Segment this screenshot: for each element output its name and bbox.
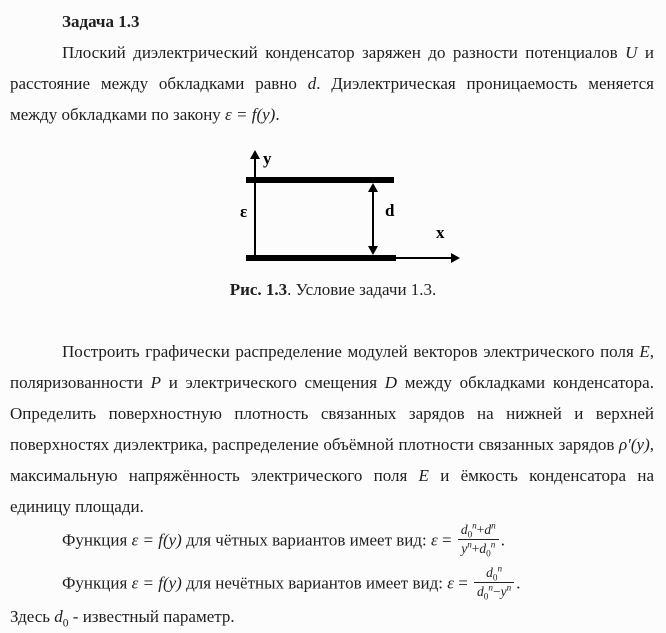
paragraph-problem-statement: Плоский диэлектрический конденсатор заряжен до разности потенциалов U и расстояние между обкладками равно d. Диэлектрическая проницаемость меняется между обкладками по закону ε = f(y).	[10, 43, 654, 124]
formula-odd-variants	[10, 563, 654, 602]
figure-caption-number: Рис. 1.3	[229, 280, 288, 299]
x-axis-arrowhead-icon	[451, 253, 460, 263]
fraction-numerator: $d_0^n$	[486, 563, 503, 583]
formula-even-period: .	[500, 530, 505, 550]
x-axis-line	[396, 257, 451, 259]
problem-title: Задача 1.3	[62, 12, 140, 31]
formula-odd-period: .	[516, 573, 521, 593]
formula-even-variants	[10, 520, 654, 559]
fraction-numerator: $d_0^n+d^n$	[460, 520, 496, 540]
distance-label: d	[385, 201, 395, 220]
y-axis-label: y	[263, 149, 272, 168]
capacitor-figure	[0, 146, 666, 276]
formula-odd-fraction	[474, 565, 514, 600]
permittivity-label: ε	[240, 202, 248, 221]
fraction-denominator: $d_0^n-y^n$	[474, 582, 514, 600]
bottom-plate	[246, 255, 396, 261]
note-known-parameter: Здесь $d_0$ - известный параметр.	[10, 607, 235, 630]
y-axis-line	[254, 158, 256, 261]
fraction-denominator: $y^n+d_0^n$	[458, 539, 499, 557]
distance-arrow-line	[372, 190, 374, 248]
distance-arrow-down-icon	[368, 246, 378, 255]
formula-even-intro: Функция ε = f(y) для чётных вариантов имеет вид: ε =	[62, 530, 456, 550]
paragraph-task: Построить графически распределение модулей векторов электрического поля E, поляризованности P и электрического смещения D между обкладками конденсатора. Определить поверхностную плотность связанных зарядов на нижней и верхней поверхностях диэлектрика, распределение объёмной плотности связанных зарядов ρ′(y), максимальную напряжённость электрического поля E и ёмкость конденсатора на единицу площади.	[10, 342, 654, 516]
figure-caption	[0, 279, 666, 300]
formula-even-fraction	[458, 522, 499, 557]
formula-odd-intro: Функция ε = f(y) для нечётных вариантов имеет вид: ε =	[62, 573, 473, 593]
x-axis-label: x	[436, 223, 445, 242]
figure-caption-text: . Условие задачи 1.3.	[287, 280, 437, 299]
